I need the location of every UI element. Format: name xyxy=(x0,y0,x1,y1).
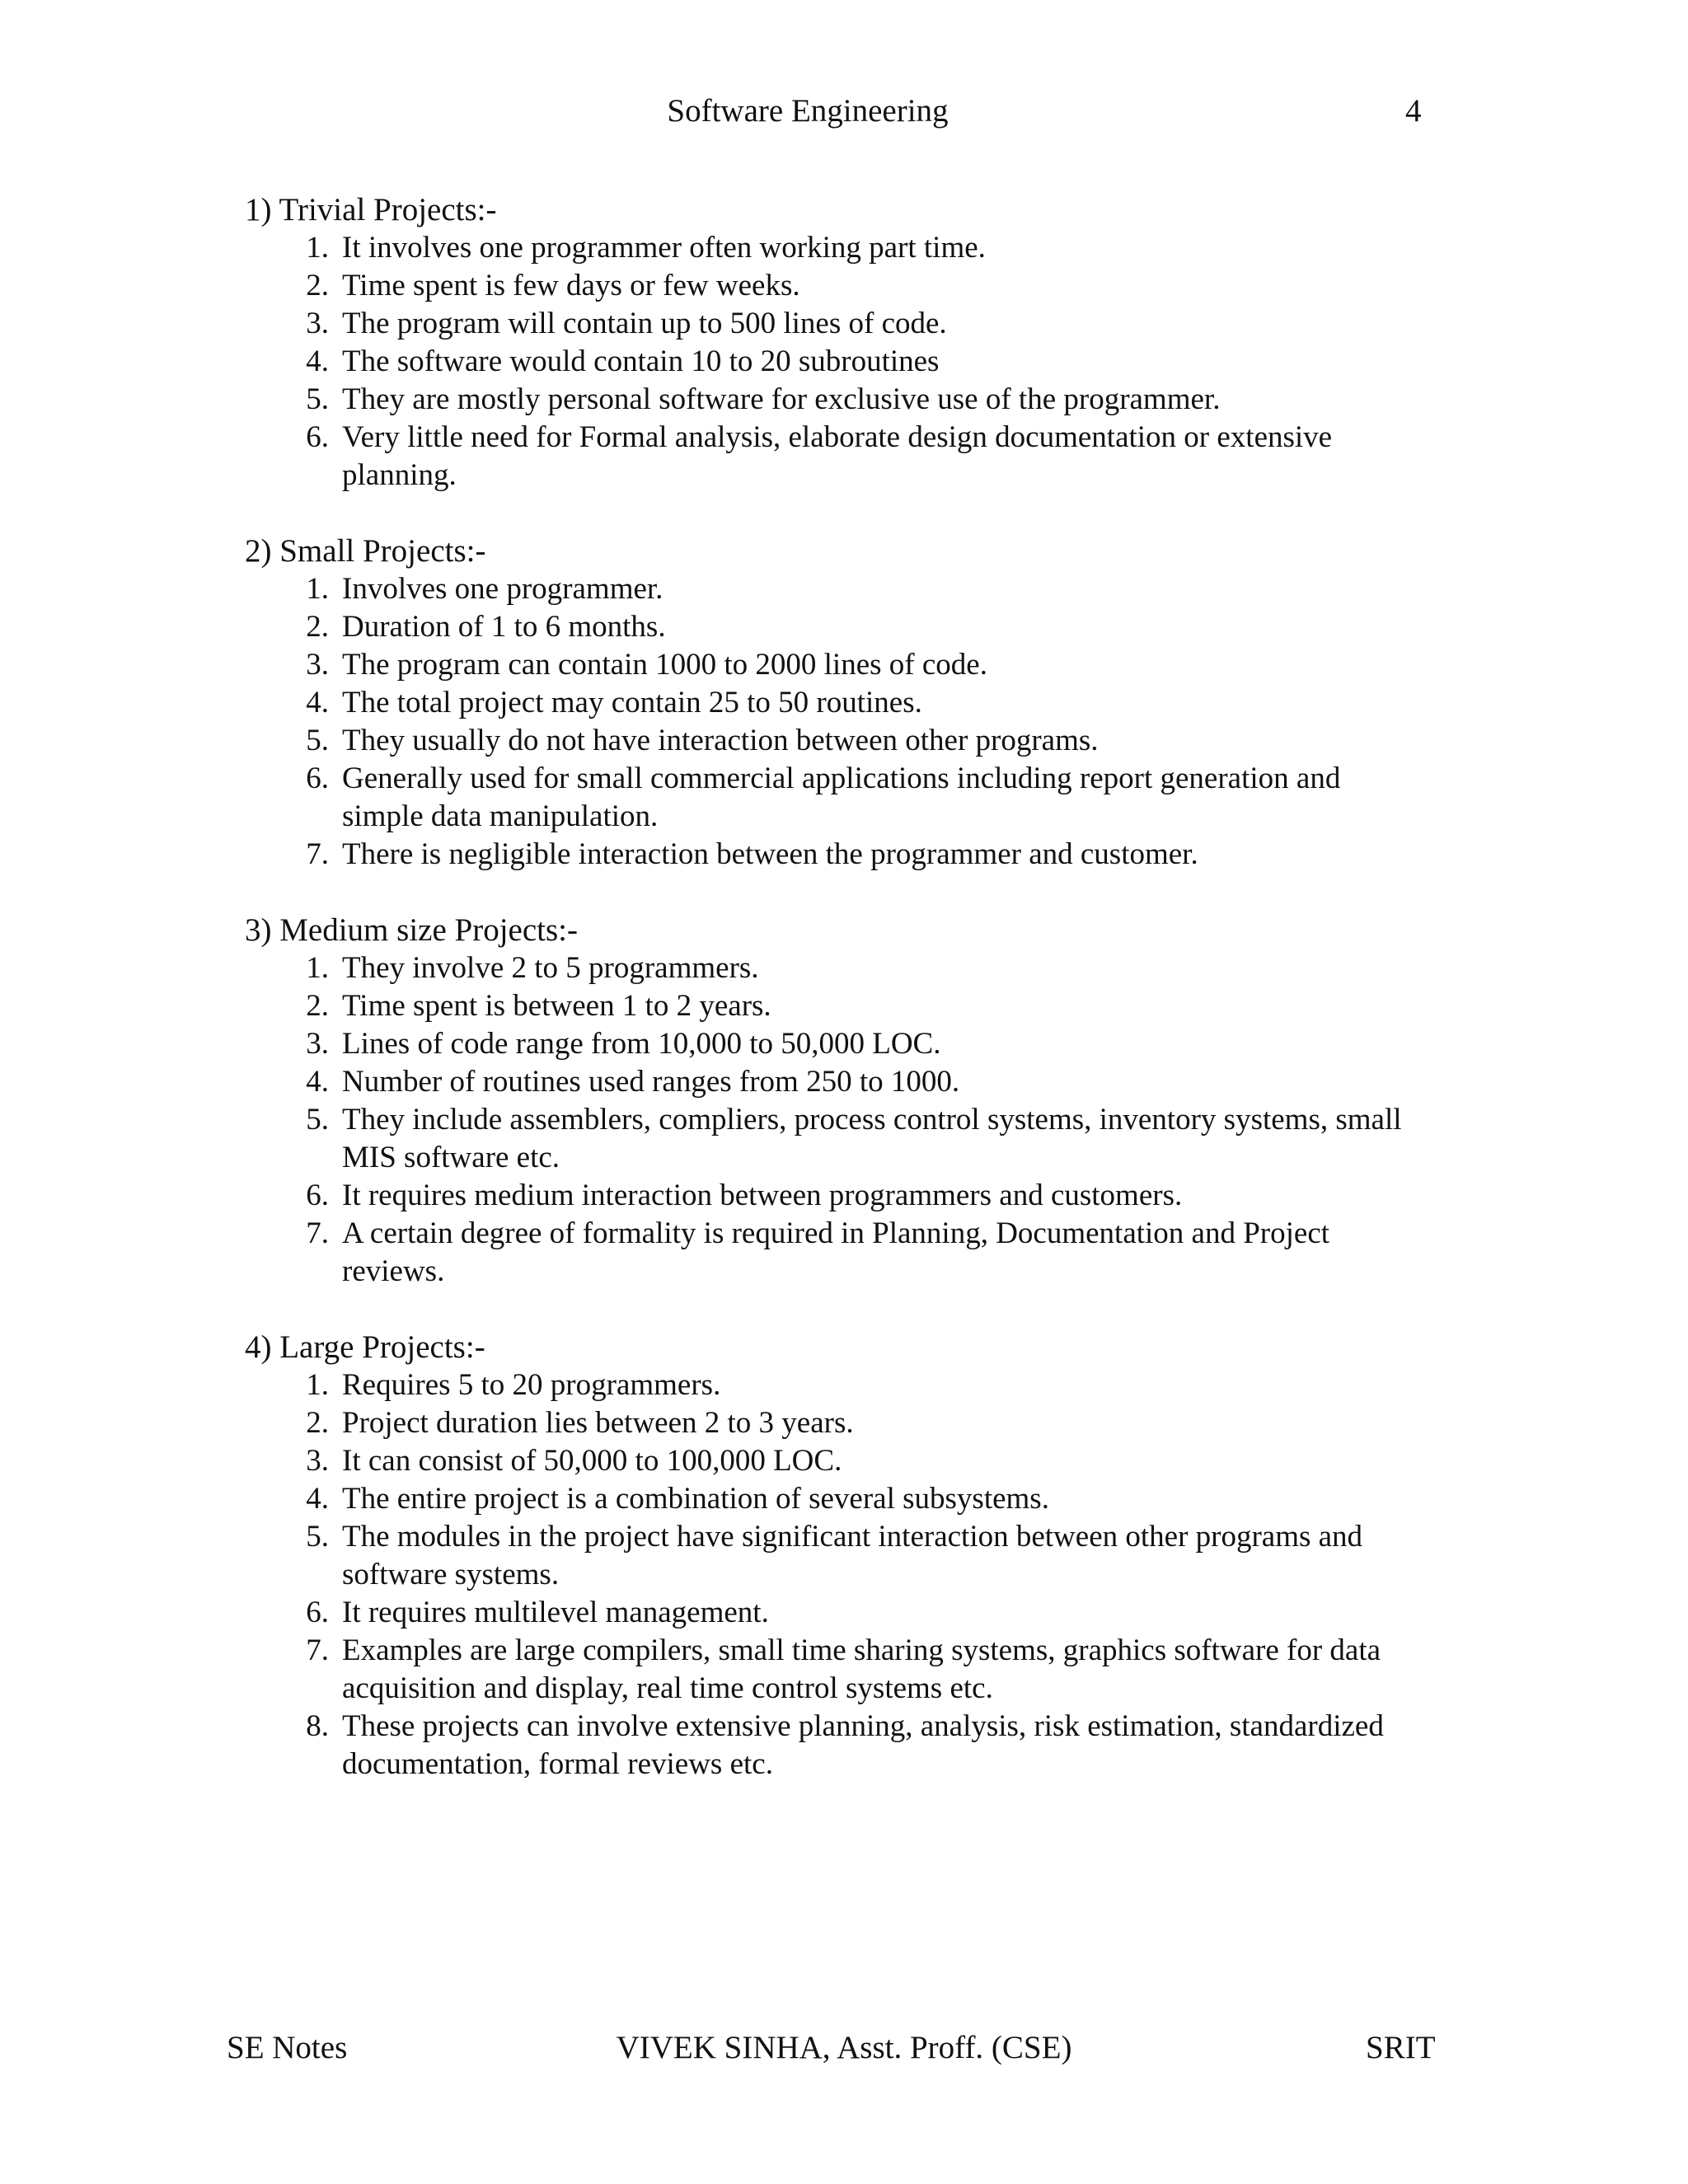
footer-left-text: SE Notes xyxy=(227,2030,348,2065)
list-item-text: Duration of 1 to 6 months. xyxy=(342,610,666,644)
section-heading: 3) Medium size Projects:- xyxy=(245,912,578,948)
list-item-number: 6. xyxy=(306,1179,329,1212)
section-small-projects xyxy=(0,532,1688,874)
section-large-projects xyxy=(0,1329,1688,1783)
list-item-text: Generally used for small commercial applications including report generation and simple data manipulation. xyxy=(342,762,1341,833)
list-item-number: 2. xyxy=(306,1406,329,1440)
list-item-number: 1. xyxy=(306,231,329,265)
list-item-text: The modules in the project have significant interaction between other programs and software systems. xyxy=(342,1520,1363,1591)
list-item xyxy=(306,305,1414,343)
section-heading: 1) Trivial Projects:- xyxy=(245,192,497,227)
list-item-number: 1. xyxy=(306,572,329,606)
list-item-text: The program can contain 1000 to 2000 lines of code. xyxy=(342,648,987,682)
list-item xyxy=(306,1063,1414,1101)
list-item-number: 6. xyxy=(306,762,329,795)
list-item-text: They involve 2 to 5 programmers. xyxy=(342,951,759,985)
list-item xyxy=(306,646,1414,684)
list-item xyxy=(306,419,1414,494)
section-trivial-projects xyxy=(0,191,1688,494)
list-item-number: 7. xyxy=(306,837,329,871)
section-heading: 4) Large Projects:- xyxy=(245,1329,485,1365)
list-item-text: It can consist of 50,000 to 100,000 LOC. xyxy=(342,1444,842,1478)
list-item-number: 2. xyxy=(306,989,329,1023)
list-item-number: 1. xyxy=(306,951,329,985)
list-item-number: 3. xyxy=(306,307,329,340)
list-item-number: 3. xyxy=(306,648,329,682)
list-item-text: It requires multilevel management. xyxy=(342,1596,769,1629)
list-item-text: Project duration lies between 2 to 3 years. xyxy=(342,1406,854,1440)
list-item-number: 2. xyxy=(306,610,329,644)
list-item-text: They are mostly personal software for exclusive use of the programmer. xyxy=(342,382,1221,416)
list-item-text: Time spent is between 1 to 2 years. xyxy=(342,989,771,1023)
list-item xyxy=(306,1025,1414,1063)
list-item-text: Lines of code range from 10,000 to 50,000 LOC. xyxy=(342,1027,941,1061)
list-item xyxy=(306,1404,1414,1442)
list-item-text: It involves one programmer often working part time. xyxy=(342,231,986,265)
section-list xyxy=(0,949,1688,1291)
list-item-text: They include assemblers, compliers, process control systems, inventory systems, small MIS software etc. xyxy=(342,1103,1402,1174)
list-item xyxy=(306,722,1414,760)
footer-institution: SRIT xyxy=(1366,2030,1436,2065)
list-item-number: 5. xyxy=(306,1520,329,1554)
list-item-text: Very little need for Formal analysis, elaborate design documentation or extensive planning. xyxy=(342,420,1333,492)
list-item xyxy=(306,1594,1414,1632)
list-item-number: 6. xyxy=(306,420,329,454)
list-item xyxy=(306,1177,1414,1215)
list-item-text: Number of routines used ranges from 250 to 1000. xyxy=(342,1065,960,1099)
list-item xyxy=(306,267,1414,305)
list-item-text: Involves one programmer. xyxy=(342,572,663,606)
list-item-text: Time spent is few days or few weeks. xyxy=(342,269,800,302)
list-item-text: Examples are large compilers, small time sharing systems, graphics software for data acquisition and display, real time control systems etc. xyxy=(342,1633,1381,1705)
list-item-number: 5. xyxy=(306,382,329,416)
footer-author: VIVEK SINHA, Asst. Proff. (CSE) xyxy=(616,2030,1072,2065)
list-item-number: 6. xyxy=(306,1596,329,1629)
list-item-text: The software would contain 10 to 20 subroutines xyxy=(342,344,940,378)
section-medium-size-projects xyxy=(0,912,1688,1291)
list-item-number: 4. xyxy=(306,1482,329,1516)
list-item-text: A certain degree of formality is required in Planning, Documentation and Project reviews. xyxy=(342,1216,1330,1288)
list-item xyxy=(306,343,1414,381)
list-item xyxy=(306,1215,1414,1291)
list-item-number: 7. xyxy=(306,1216,329,1250)
list-item xyxy=(306,1101,1414,1177)
section-list xyxy=(0,229,1688,494)
list-item xyxy=(306,1518,1414,1594)
list-item-number: 3. xyxy=(306,1027,329,1061)
list-item xyxy=(306,1632,1414,1708)
page-header-title: Software Engineering xyxy=(667,93,949,129)
list-item-number: 7. xyxy=(306,1633,329,1667)
list-item-text: There is negligible interaction between the programmer and customer. xyxy=(342,837,1198,871)
list-item xyxy=(306,1708,1414,1783)
section-list xyxy=(0,570,1688,874)
list-item-number: 4. xyxy=(306,686,329,719)
list-item-number: 4. xyxy=(306,344,329,378)
list-item-number: 8. xyxy=(306,1709,329,1743)
list-item-text: The program will contain up to 500 lines of code. xyxy=(342,307,947,340)
list-item xyxy=(306,1442,1414,1480)
list-item xyxy=(306,381,1414,419)
list-item xyxy=(306,684,1414,722)
section-list xyxy=(0,1366,1688,1783)
list-item-text: Requires 5 to 20 programmers. xyxy=(342,1368,721,1402)
list-item-number: 5. xyxy=(306,724,329,757)
list-item xyxy=(306,949,1414,987)
list-item-number: 3. xyxy=(306,1444,329,1478)
list-item-text: The total project may contain 25 to 50 routines. xyxy=(342,686,922,719)
list-item-text: They usually do not have interaction between other programs. xyxy=(342,724,1099,757)
list-item xyxy=(306,608,1414,646)
page-number: 4 xyxy=(1405,93,1422,129)
list-item-number: 2. xyxy=(306,269,329,302)
list-item-number: 5. xyxy=(306,1103,329,1137)
list-item-text: The entire project is a combination of several subsystems. xyxy=(342,1482,1049,1516)
list-item xyxy=(306,1480,1414,1518)
list-item-number: 4. xyxy=(306,1065,329,1099)
list-item xyxy=(306,836,1414,874)
document-body xyxy=(0,191,1688,1821)
list-item xyxy=(306,760,1414,836)
list-item xyxy=(306,229,1414,267)
list-item-text: It requires medium interaction between programmers and customers. xyxy=(342,1179,1183,1212)
list-item xyxy=(306,1366,1414,1404)
list-item xyxy=(306,987,1414,1025)
section-heading: 2) Small Projects:- xyxy=(245,533,486,569)
list-item-text: These projects can involve extensive planning, analysis, risk estimation, standardized documentation, formal reviews etc. xyxy=(342,1709,1384,1781)
list-item xyxy=(306,570,1414,608)
list-item-number: 1. xyxy=(306,1368,329,1402)
